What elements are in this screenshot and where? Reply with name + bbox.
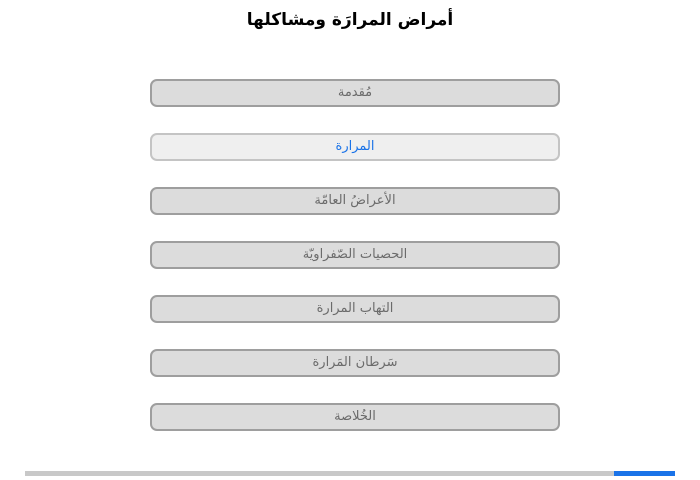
chapter-menu [150,79,560,457]
menu-item-gallbladder-cancer[interactable]: سَرطان المَرارة [150,349,560,377]
menu-item-gallbladder[interactable]: المرارة [150,133,560,161]
page-title: أمراض المرارَة ومشاكلها [246,10,454,30]
menu-item-cholecystitis[interactable]: التهاب المرارة [150,295,560,323]
progress-fill [614,471,675,476]
progress-bar [25,471,675,476]
menu-item-gallstones[interactable]: الحصيات الصّفراويّة [150,241,560,269]
menu-item-general-symptoms[interactable]: الأعراضُ العامّة [150,187,560,215]
menu-item-introduction[interactable]: مُقدمة [150,79,560,107]
menu-item-summary[interactable]: الخُلاصة [150,403,560,431]
